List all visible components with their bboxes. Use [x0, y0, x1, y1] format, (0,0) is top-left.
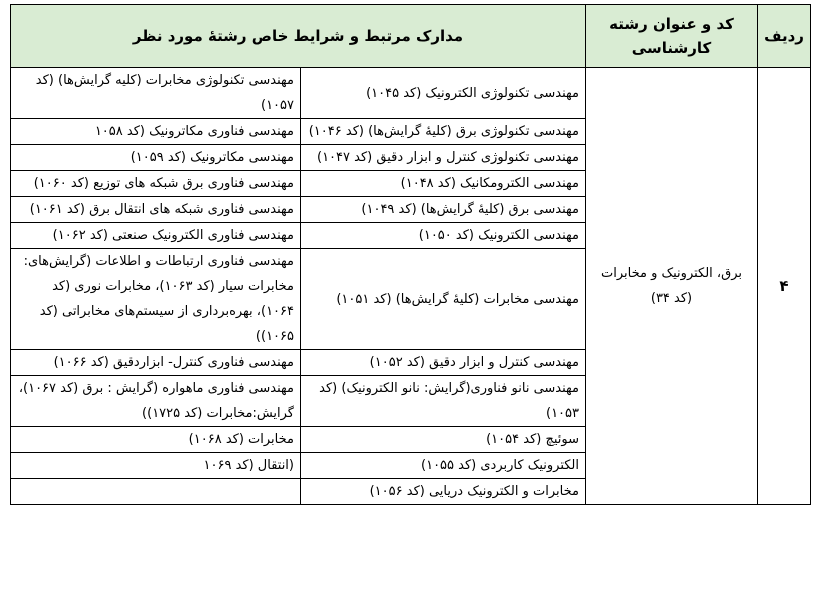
degree-cell-a: مهندسی تکنولوژی کنترل و ابزار دقیق (کد ۱۰۴۷) — [301, 145, 586, 171]
requirements-table — [10, 4, 811, 505]
field-code: (کد ۳۴) — [650, 291, 693, 306]
degree-cell-a: مهندسی الکترومکانیک (کد ۱۰۴۸) — [301, 171, 586, 197]
header-field: کد و عنوان رشته کارشناسی — [586, 5, 758, 68]
degree-cell-b: مهندسی فناوری شبکه های انتقال برق (کد ۱۰۶۱) — [11, 197, 301, 223]
degree-cell-b: مهندسی مکاترونیک (کد ۱۰۵۹) — [11, 145, 301, 171]
degree-cell-b: مهندسی فناوری کنترل- ابزاردقیق (کد ۱۰۶۶) — [11, 350, 301, 376]
degree-cell-a: مهندسی مخابرات (کلیۀ گرایش‌ها) (کد ۱۰۵۱) — [301, 249, 586, 350]
degree-cell-a: مهندسی تکنولوژی برق (کلیۀ گرایش‌ها) (کد ۱۰۴۶) — [301, 119, 586, 145]
table-row — [11, 68, 811, 119]
degree-cell-b: مهندسی فناوری ماهواره (گرایش : برق (کد ۱۰۶۷)، گرایش:مخابرات (کد ۱۷۲۵)) — [11, 376, 301, 427]
degree-cell-a: مهندسی کنترل و ابزار دقیق (کد ۱۰۵۲) — [301, 350, 586, 376]
degree-cell-b: مهندسی تکنولوژی مخابرات (کلیه گرایش‌ها) (کد ۱۰۵۷) — [11, 68, 301, 119]
degree-cell-a: مهندسی برق (کلیۀ گرایش‌ها) (کد ۱۰۴۹) — [301, 197, 586, 223]
field-title: برق، الکترونیک و مخابرات — [600, 266, 742, 281]
header-radif: ردیف — [758, 5, 811, 68]
degree-cell-b — [11, 479, 301, 505]
degree-cell-b: مهندسی فناوری مکاترونیک (کد ۱۰۵۸ — [11, 119, 301, 145]
degree-cell-a: مهندسی الکترونیک (کد ۱۰۵۰) — [301, 223, 586, 249]
degree-cell-b: مهندسی فناوری ارتباطات و اطلاعات (گرایش‌های: مخابرات سیار (کد ۱۰۶۳)، مخابرات نوری (کد ۱۰۶۴)، بهره‌برداری از سیستم‌های مخابراتی (کد ۱۰۶۵)) — [11, 249, 301, 350]
degree-cell-a: مهندسی تکنولوژی الکترونیک (کد ۱۰۴۵) — [301, 68, 586, 119]
degree-cell-b: (انتقال (کد ۱۰۶۹ — [11, 453, 301, 479]
degree-cell-a: سوئیچ (کد ۱۰۵۴) — [301, 427, 586, 453]
header-docs: مدارک مرتبط و شرایط خاص رشتۀ مورد نظر — [11, 5, 586, 68]
degree-cell-b: مهندسی فناوری الکترونیک صنعتی (کد ۱۰۶۲) — [11, 223, 301, 249]
degree-cell-a: مخابرات و الکترونیک دریایی (کد ۱۰۵۶) — [301, 479, 586, 505]
degree-cell-b: مخابرات (کد ۱۰۶۸) — [11, 427, 301, 453]
degree-cell-b: مهندسی فناوری برق شبکه های توزیع (کد ۱۰۶۰) — [11, 171, 301, 197]
degree-cell-a: مهندسی نانو فناوری(گرایش: نانو الکترونیک) (کد ۱۰۵۳) — [301, 376, 586, 427]
header-row — [11, 5, 811, 68]
degree-cell-a: الکترونیک کاربردی (کد ۱۰۵۵) — [301, 453, 586, 479]
radif-cell: ۴ — [758, 68, 811, 505]
field-cell — [586, 68, 758, 505]
